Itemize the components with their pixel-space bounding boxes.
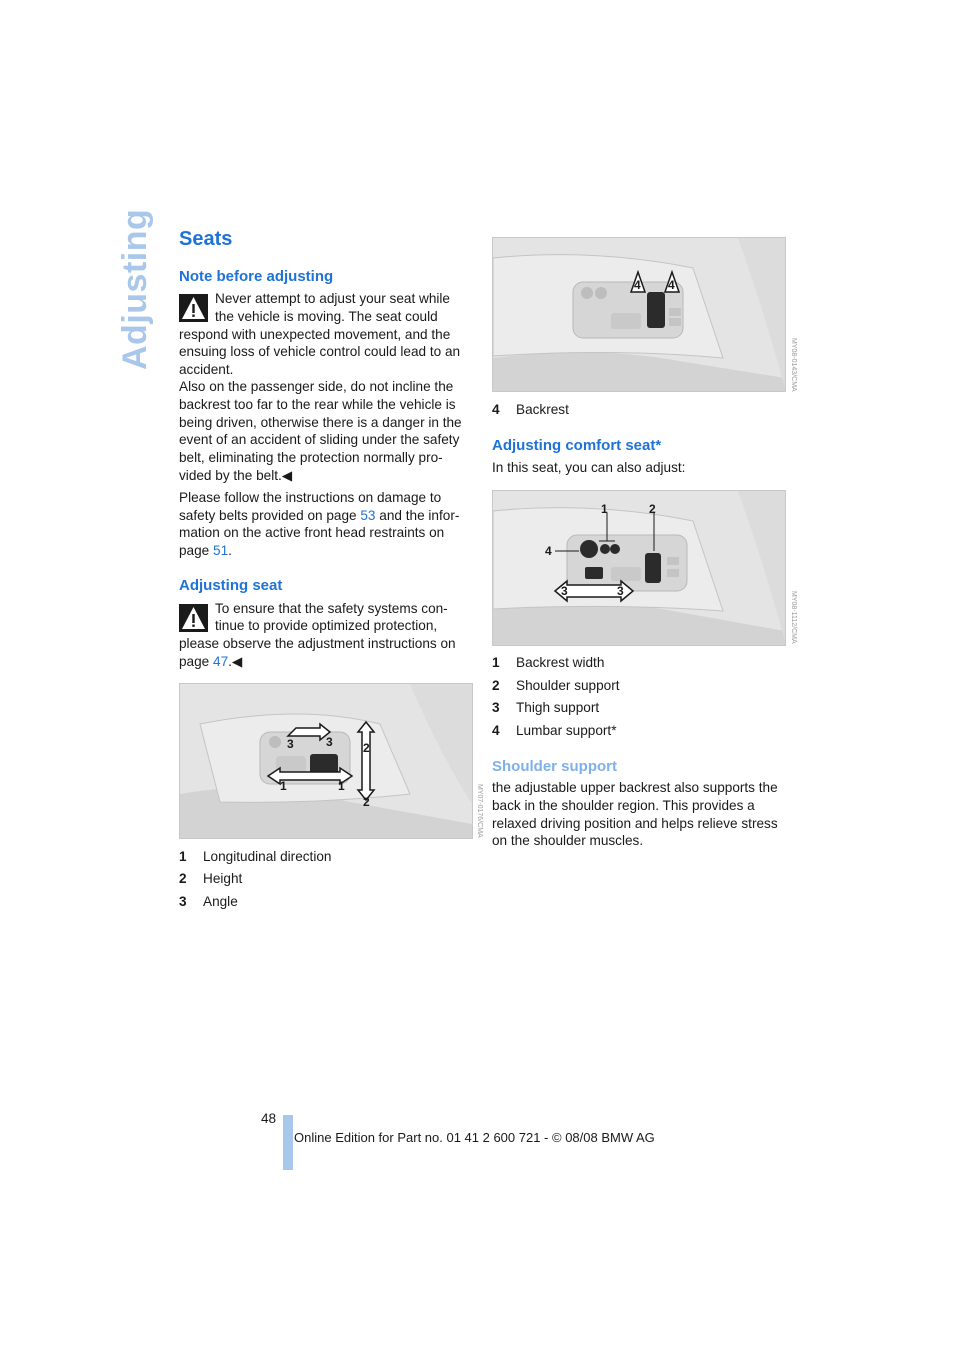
note-line: backrest too far to the rear while the vehicle is (179, 397, 456, 412)
note-heading: Note before adjusting (179, 268, 334, 285)
note-line: accident. (179, 362, 234, 377)
callout-1: 1 (280, 779, 287, 793)
legend-number: 1 (492, 655, 500, 670)
backrest-illustration (493, 238, 785, 391)
page-number: 48 (261, 1111, 277, 1126)
legend-label: Backrest width (516, 655, 605, 670)
adjust-line: To ensure that the safety systems con- (215, 601, 448, 616)
follow-text-line (179, 542, 232, 560)
adjust-text: page (179, 654, 214, 669)
warning-icon (179, 604, 208, 632)
note-line: Never attempt to adjust your seat while (215, 291, 450, 306)
comfort-seat-illustration (493, 491, 785, 645)
note-line: ensuing loss of vehicle control could lead to an (179, 344, 461, 359)
callout-1: 1 (601, 502, 608, 516)
callout-4: 4 (634, 278, 641, 292)
backrest-figure (492, 237, 797, 392)
comfort-intro: In this seat, you can also adjust: (492, 460, 686, 475)
legend-item (179, 871, 242, 886)
adjust-line (179, 653, 242, 671)
adjust-line: tinue to provide optimized protection, (215, 618, 438, 633)
adjust-line: please observe the adjustment instructions on (179, 636, 456, 651)
callout-3: 3 (617, 584, 624, 598)
legend-label: Longitudinal direction (203, 849, 332, 864)
callout-2: 2 (649, 502, 656, 516)
note-line: the vehicle is moving. The seat could (215, 309, 438, 324)
follow-text: . (228, 543, 232, 558)
legend-label: Shoulder support (516, 678, 620, 693)
warning-icon (179, 294, 208, 322)
follow-text: and the infor- (375, 508, 460, 523)
seat-controls-figure (179, 683, 483, 839)
section-side-title (116, 208, 156, 380)
shoulder-line: back in the shoulder region. This provides a (492, 798, 755, 813)
figure-code: MY08-0143/CMA (790, 338, 797, 392)
legend-number: 3 (492, 700, 500, 715)
callout-4: 4 (668, 278, 675, 292)
shoulder-line: on the shoulder muscles. (492, 833, 644, 848)
legend-number: 1 (179, 849, 187, 864)
callout-4: 4 (545, 544, 552, 558)
page-link-47[interactable]: 47 (213, 654, 229, 669)
legend-label: Thigh support (516, 700, 600, 715)
callout-2: 2 (363, 795, 370, 809)
page-link-53[interactable]: 53 (360, 508, 376, 523)
seat-controls-illustration (180, 684, 472, 838)
side-title-text: Adjusting (116, 208, 154, 370)
page-link-51[interactable]: 51 (213, 543, 229, 558)
legend-number: 2 (179, 871, 187, 886)
callout-3: 3 (561, 584, 568, 598)
callout-1: 1 (338, 779, 345, 793)
legend-item (492, 655, 604, 670)
legend-item (179, 849, 331, 864)
legend-number: 4 (492, 723, 500, 738)
legend-item (179, 894, 238, 909)
legend-number: 3 (179, 894, 187, 909)
legend-item (492, 723, 617, 738)
follow-text-line: Please follow the instructions on damage to (179, 490, 442, 505)
legend-label: Height (203, 871, 243, 886)
shoulder-line: relaxed driving position and helps relieve stress (492, 816, 778, 831)
legend-label: Angle (203, 894, 238, 909)
comfort-seat-figure (492, 490, 797, 646)
figure-code: MY07-0176/CMA (476, 784, 483, 838)
shoulder-support-heading: Shoulder support (492, 758, 617, 775)
note-line: vided by the belt.◀ (179, 468, 293, 483)
legend-label: Backrest (516, 402, 569, 417)
callout-3: 3 (287, 737, 294, 751)
follow-text: safety belts provided on page (179, 508, 361, 523)
note-line: respond with unexpected movement, and the (179, 327, 451, 342)
adjusting-seat-heading: Adjusting seat (179, 577, 283, 594)
follow-text-line: mation on the active front head restraints on (179, 525, 445, 540)
note-line: Also on the passenger side, do not incline the (179, 379, 454, 394)
comfort-seat-heading: Adjusting comfort seat* (492, 437, 662, 454)
legend-item (492, 678, 620, 693)
legend-number: 2 (492, 678, 500, 693)
legend-label: Lumbar support* (516, 723, 617, 738)
legend-number: 4 (492, 402, 500, 417)
edition-note: Online Edition for Part no. 01 41 2 600 721 - © 08/08 BMW AG (294, 1130, 655, 1145)
callout-2: 2 (363, 741, 370, 755)
note-line: belt, eliminating the protection normally pro- (179, 450, 443, 465)
adjust-text: .◀ (228, 654, 243, 669)
seats-heading: Seats (179, 228, 233, 250)
note-line: being driven, otherwise there is a danger in the (179, 415, 462, 430)
follow-text: page (179, 543, 214, 558)
figure-code: MY08-1112/CMA (790, 591, 797, 644)
legend-item (492, 402, 569, 417)
shoulder-line: the adjustable upper backrest also supports the (492, 780, 778, 795)
follow-text-line (179, 507, 459, 525)
callout-3: 3 (326, 735, 333, 749)
legend-item (492, 700, 599, 715)
note-line: event of an accident of sliding under the safety (179, 432, 460, 447)
footer-accent-bar (283, 1115, 293, 1170)
